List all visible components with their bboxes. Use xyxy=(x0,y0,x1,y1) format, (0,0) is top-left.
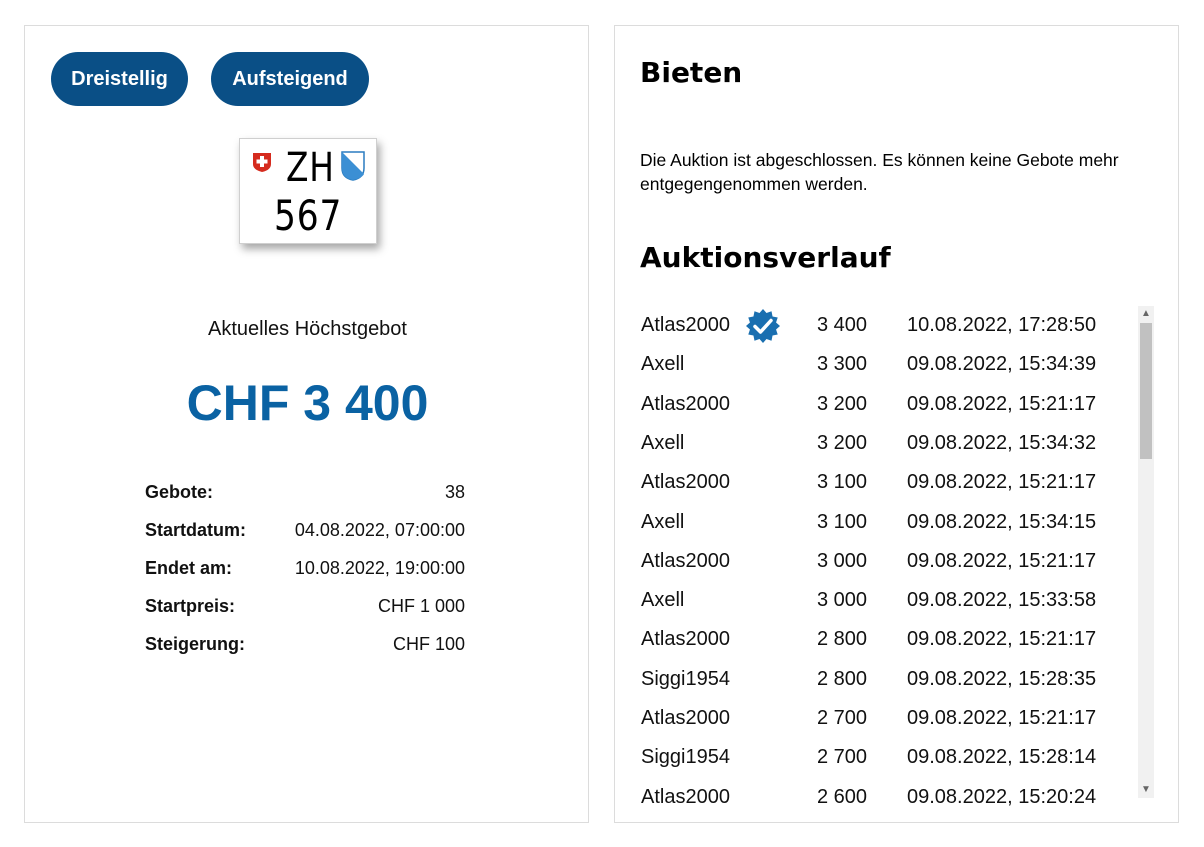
bid-amount: 3 000 xyxy=(817,589,868,611)
current-bid-amount: CHF 3 400 xyxy=(186,375,429,431)
history-row xyxy=(635,463,1135,503)
history-row xyxy=(635,778,1135,818)
history-row xyxy=(635,306,1135,346)
bid-amount: 3 200 xyxy=(817,393,868,415)
tag-aufsteigend[interactable]: Aufsteigend xyxy=(211,52,369,106)
stat-row-increment xyxy=(145,630,465,668)
bid-amount: 3 400 xyxy=(817,314,868,336)
bid-section-title: Bieten xyxy=(640,56,743,89)
bidder-name: Siggi1954 xyxy=(641,746,730,768)
bid-amount: 3 000 xyxy=(817,550,868,572)
plate-canton: ZH xyxy=(286,145,335,191)
bidder-name: Axell xyxy=(641,432,685,454)
scroll-thumb[interactable] xyxy=(1140,323,1152,459)
bidder-name: Atlas2000 xyxy=(641,393,730,415)
history-row xyxy=(635,424,1135,464)
bid-amount: 2 800 xyxy=(817,628,868,650)
bid-timestamp: 09.08.2022, 15:33:58 xyxy=(907,589,1097,611)
bid-timestamp: 09.08.2022, 15:21:17 xyxy=(907,550,1097,572)
bidder-name: Atlas2000 xyxy=(641,786,730,808)
bid-amount: 2 600 xyxy=(817,786,868,808)
bidder-name: Atlas2000 xyxy=(641,471,730,493)
bidder-name: Siggi1954 xyxy=(641,668,730,690)
bid-amount: 2 700 xyxy=(817,746,868,768)
bidder-name: Atlas2000 xyxy=(641,628,730,650)
bid-timestamp: 09.08.2022, 15:34:32 xyxy=(907,432,1097,454)
stat-value: 38 xyxy=(444,482,465,502)
history-row xyxy=(635,542,1135,582)
history-row xyxy=(635,385,1135,425)
history-row xyxy=(635,620,1135,660)
bid-amount: 3 100 xyxy=(817,511,868,533)
history-scrollbar[interactable] xyxy=(1138,306,1154,798)
history-row xyxy=(635,738,1135,778)
history-row xyxy=(635,660,1135,700)
bidder-name: Axell xyxy=(641,511,685,533)
stat-value: CHF 1 000 xyxy=(377,596,465,616)
bid-amount: 2 800 xyxy=(817,668,868,690)
bid-timestamp: 09.08.2022, 15:28:35 xyxy=(907,668,1097,690)
bid-timestamp: 09.08.2022, 15:28:14 xyxy=(907,746,1097,768)
stat-label: Endet am: xyxy=(145,558,233,578)
stat-label: Startpreis: xyxy=(145,596,236,616)
bid-timestamp: 09.08.2022, 15:34:39 xyxy=(907,353,1097,375)
bidder-name: Axell xyxy=(641,353,685,375)
stat-row-start-price xyxy=(145,592,465,630)
bidding-panel xyxy=(614,25,1179,823)
history-row xyxy=(635,581,1135,621)
stat-value: 04.08.2022, 07:00:00 xyxy=(294,520,465,540)
scroll-down-arrow-icon[interactable]: ▼ xyxy=(1141,784,1151,795)
stat-row-start-date xyxy=(145,516,465,554)
current-bid-label: Aktuelles Höchstgebot xyxy=(207,318,407,340)
bid-timestamp: 09.08.2022, 15:21:17 xyxy=(907,628,1097,650)
plate-number: 567 xyxy=(274,191,343,240)
stat-row-bids xyxy=(145,478,465,516)
bid-timestamp: 09.08.2022, 15:21:17 xyxy=(907,471,1097,493)
bidder-name: Atlas2000 xyxy=(641,314,730,336)
stat-label: Steigerung: xyxy=(145,634,246,654)
scroll-up-arrow-icon[interactable]: ▲ xyxy=(1141,308,1151,319)
verified-badge-icon xyxy=(745,308,781,344)
bid-timestamp: 09.08.2022, 15:34:15 xyxy=(907,511,1097,533)
bid-amount: 3 200 xyxy=(817,432,868,454)
bid-timestamp: 09.08.2022, 15:21:17 xyxy=(907,707,1097,729)
bidder-name: Atlas2000 xyxy=(641,707,730,729)
history-row xyxy=(635,503,1135,543)
tag-dreistellig[interactable]: Dreistellig xyxy=(51,52,188,106)
bid-history-list[interactable] xyxy=(635,306,1157,808)
zurich-shield-icon xyxy=(341,151,365,181)
bid-timestamp: 10.08.2022, 17:28:50 xyxy=(907,314,1097,336)
history-row xyxy=(635,345,1135,385)
stat-row-end-date xyxy=(145,554,465,592)
bid-timestamp: 09.08.2022, 15:21:17 xyxy=(907,393,1097,415)
bid-timestamp: 09.08.2022, 15:20:24 xyxy=(907,786,1097,808)
bid-amount: 3 100 xyxy=(817,471,868,493)
bid-amount: 2 700 xyxy=(817,707,868,729)
swiss-flag-icon xyxy=(252,152,272,172)
auction-closed-message: Die Auktion ist abgeschlossen. Es können keine Gebote mehr entgegengenommen werden. xyxy=(640,150,1119,194)
bid-amount: 3 300 xyxy=(817,353,868,375)
plate-info-panel xyxy=(24,25,589,823)
history-row xyxy=(635,699,1135,739)
bidder-name: Axell xyxy=(641,589,685,611)
stat-label: Startdatum: xyxy=(145,520,247,540)
auction-stats xyxy=(145,478,465,668)
bidder-name: Atlas2000 xyxy=(641,550,730,572)
stat-label: Gebote: xyxy=(145,482,214,502)
license-plate xyxy=(239,138,377,244)
history-title: Auktionsverlauf xyxy=(640,241,891,274)
stat-value: 10.08.2022, 19:00:00 xyxy=(294,558,465,578)
stat-value: CHF 100 xyxy=(392,634,465,654)
